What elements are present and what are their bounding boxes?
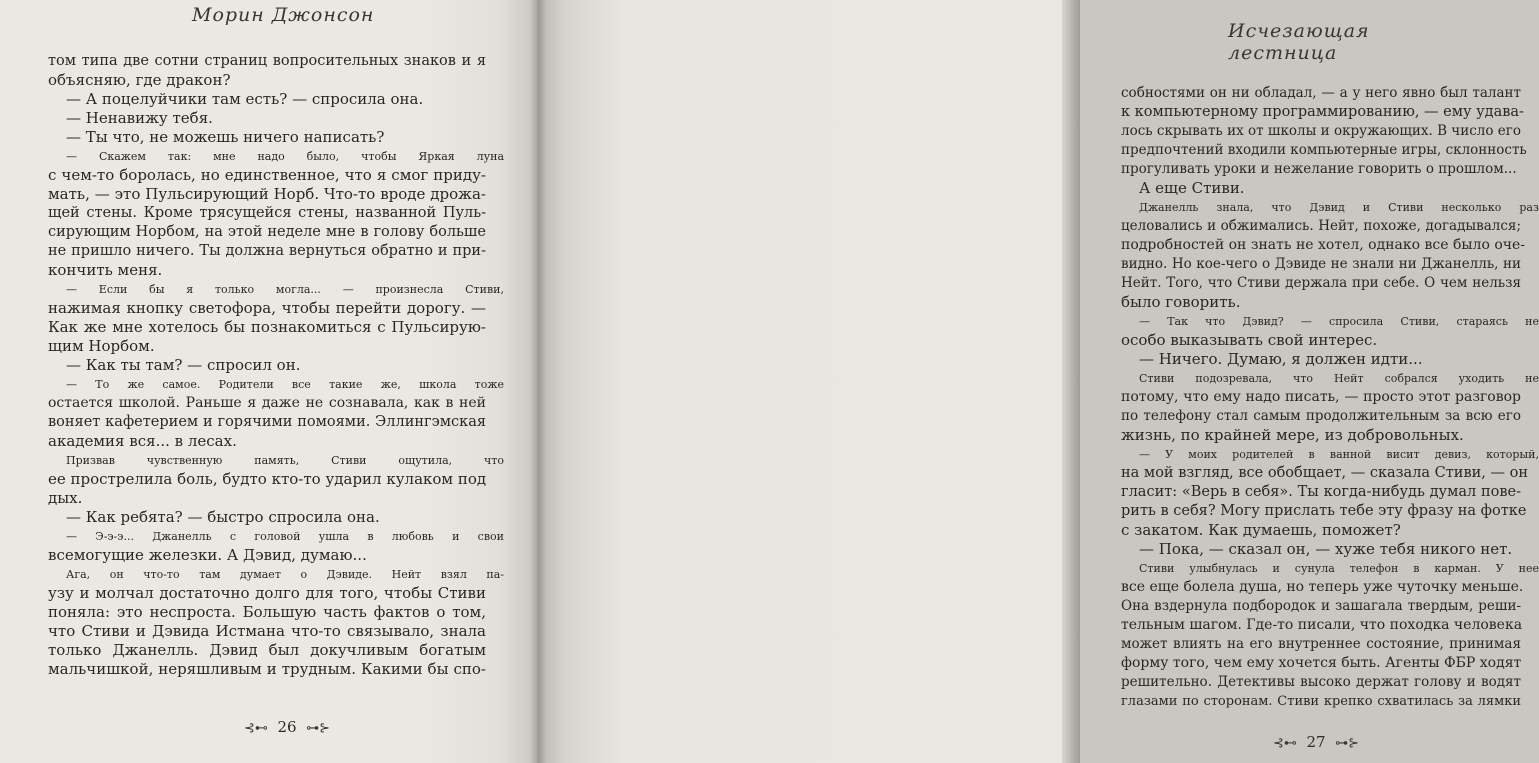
text-line: с закатом. Как думаешь, поможет? <box>1121 521 1401 539</box>
folio-ornament-left-icon: ⊰⊷ <box>1273 736 1297 751</box>
right-page-number: 27 <box>1306 733 1326 751</box>
text-line: что Стиви и Дэвида Истмана что-то связывало, знала <box>48 622 486 640</box>
text-line: особо выказывать свой интерес. <box>1121 331 1378 349</box>
text-line: — Как ребята? — быстро спросила она. <box>66 508 380 526</box>
text-line: — Так что Дэвид? — спросила Стиви, стараясь не <box>1139 315 1539 328</box>
text-line: — Пока, — сказал он, — хуже тебя никого нет. <box>1139 540 1513 558</box>
text-line: жизнь, по крайней мере, из добровольных. <box>1121 426 1464 444</box>
text-line: может влиять на его внутреннее состояние, принимая <box>1121 636 1521 652</box>
text-line: сирующим Норбом, на этой неделе мне в голову больше <box>48 224 486 240</box>
text-line: остается школой. Раньше я даже не сознавала, как в ней <box>48 395 486 411</box>
text-line: только Джанелль. Дэвид был докучливым богатым <box>48 641 486 659</box>
text-line: всемогущие железки. А Дэвид, думаю... <box>48 546 367 564</box>
text-line: — То же самое. Родители все такие же, школа тоже <box>66 378 504 391</box>
text-line: объясняю, где дракон? <box>48 71 231 89</box>
text-line: Нейт. Того, что Стиви держала при себе. О чем нельзя <box>1121 275 1521 291</box>
left-page-text <box>48 52 504 679</box>
text-line: к компьютерному программированию, — ему удава- <box>1121 104 1524 120</box>
text-line: мать, — это Пульсирующий Норб. Что-то вроде дрожа- <box>48 185 486 203</box>
left-running-header: Морин Джонсон <box>192 4 375 26</box>
text-line: дых. <box>48 489 83 507</box>
text-line: щим Норбом. <box>48 337 155 355</box>
text-line: — Ты что, не можешь ничего написать? <box>66 128 385 146</box>
text-line: лось скрывать их от школы и окружающих. В число его <box>1121 123 1521 139</box>
text-line: рить в себя? Могу прислать тебе эту фразу на фотке <box>1121 503 1527 519</box>
text-line: не пришло ничего. Ты должна вернуться обратно и при- <box>48 243 486 259</box>
text-line: нажимая кнопку светофора, чтобы перейти дорогу. — <box>48 299 486 317</box>
text-line: Стиви улыбнулась и сунула телефон в карман. У нее <box>1139 562 1539 575</box>
text-line: — Ненавижу тебя. <box>66 109 213 127</box>
text-line: Она вздернула подбородок и зашагала твердым, реши- <box>1121 598 1521 614</box>
text-line: узу и молчал достаточно долго для того, чтобы Стиви <box>48 584 486 602</box>
text-line: академия вся... в лесах. <box>48 432 237 450</box>
text-line: целовались и обжимались. Нейт, похоже, догадывался; <box>1121 218 1521 234</box>
text-line: Стиви подозревала, что Нейт собрался уходить не <box>1139 372 1539 385</box>
folio-ornament-right-icon: ⊶⊱ <box>306 721 330 736</box>
right-page-folio <box>1273 733 1359 751</box>
text-line: Джанелль знала, что Дэвид и Стиви несколько раз <box>1139 201 1539 214</box>
text-line: потому, что ему надо писать, — просто этот разговор <box>1121 389 1521 405</box>
text-line: собностями он ни обладал, — а у него явно был талант <box>1121 85 1521 101</box>
text-line: глазами по сторонам. Стиви крепко схватилась за лямки <box>1121 694 1521 709</box>
text-line: гласит: «Верь в себя». Ты когда-нибудь думал пове- <box>1121 484 1521 500</box>
text-line: — Скажем так: мне надо было, чтобы Яркая луна <box>66 150 504 163</box>
text-line: ее прострелила боль, будто кто-то ударил кулаком под <box>48 470 487 488</box>
text-line: — Если бы я только могла... — произнесла Стиви, <box>66 283 504 296</box>
right-page-text <box>1121 84 1539 711</box>
page-edge <box>1062 0 1080 763</box>
text-line: мальчишкой, неряшливым и трудным. Какими бы спо- <box>48 660 486 678</box>
text-line: на мой взгляд, все обобщает, — сказала Стиви, — он <box>1121 465 1528 481</box>
book-gutter <box>530 0 546 763</box>
text-line: — Э-э-э... Джанелль с головой ушла в любовь и свои <box>66 530 504 543</box>
folio-ornament-right-icon: ⊶⊱ <box>1335 736 1359 751</box>
text-line: с чем-то боролась, но единственное, что я смог приду- <box>48 166 486 184</box>
text-line: том типа две сотни страниц вопросительных знаков и я <box>48 53 486 69</box>
right-running-header: Исчезающая лестница <box>1228 20 1370 64</box>
text-line: щей стены. Кроме трясущейся стены, названной Пуль- <box>48 205 486 221</box>
left-page-number: 26 <box>277 718 297 736</box>
text-line: — У моих родителей в ванной висит девиз, который, <box>1139 448 1539 461</box>
left-page-folio <box>244 718 330 736</box>
folio-ornament-left-icon: ⊰⊷ <box>244 721 268 736</box>
text-line: Призвав чувственную память, Стиви ощутила, что <box>66 454 504 467</box>
text-line: — А поцелуйчики там есть? — спросила она. <box>66 90 424 108</box>
text-line: решительно. Детективы высоко держат голову и водят <box>1121 674 1521 690</box>
text-line: тельным шагом. Где-то писали, что походка человека <box>1121 617 1523 633</box>
text-line: предпочтений входили компьютерные игры, склонность <box>1121 142 1527 158</box>
left-page <box>0 0 538 763</box>
text-line: прогуливать уроки и нежелание говорить о прошлом... <box>1121 161 1517 177</box>
text-line: видно. Но кое-чего о Дэвиде не знали ни Джанелль, ни <box>1121 256 1521 272</box>
text-line: — Как ты там? — спросил он. <box>66 356 301 374</box>
text-line: — Ничего. Думаю, я должен идти... <box>1139 350 1423 368</box>
text-line: кончить меня. <box>48 261 163 279</box>
text-line: Ага, он что-то там думает о Дэвиде. Нейт взял па- <box>66 568 504 581</box>
text-line: по телефону стал самым продолжительным за всю его <box>1121 408 1521 424</box>
text-line: А еще Стиви. <box>1139 179 1245 197</box>
right-page <box>538 0 1539 763</box>
text-line: было говорить. <box>1121 293 1241 311</box>
text-line: все еще болела душа, но теперь уже чуточку меньше. <box>1121 579 1524 595</box>
text-line: воняет кафетерием и горячими помоями. Эллингэмская <box>48 414 486 430</box>
text-line: форму того, чем ему хочется быть. Агенты ФБР ходят <box>1121 655 1522 671</box>
text-line: Как же мне хотелось бы познакомиться с Пульсирую- <box>48 318 486 336</box>
text-line: поняла: это неспроста. Большую часть фактов о том, <box>48 603 486 621</box>
text-line: подробностей он знать не хотел, однако все было оче- <box>1121 237 1526 253</box>
